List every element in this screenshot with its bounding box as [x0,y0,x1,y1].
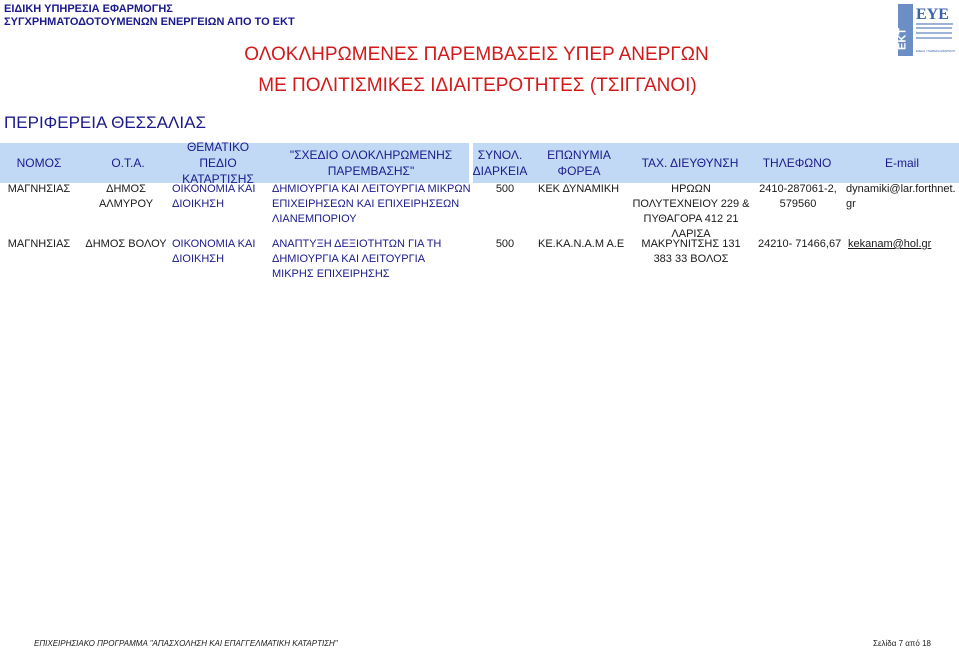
table-row-1-pedio: ΟΙΚΟΝΟΜΙΑ ΚΑΙ ΔΙΟΙΚΗΣΗ [172,183,256,210]
table-row-2-ota: ΔΗΜΟΣ ΒΟΛΟΥ [85,238,167,250]
table-row-2-dieuthynsi: ΜΑΚΡΥΝΙΤΣΗΣ 131 383 33 ΒΟΛΟΣ [641,238,741,265]
col-header-sxedio: "ΣΧΕΔΙΟ ΟΛΟΚΛΗΡΩΜΕΝΗΣ ΠΑΡΕΜΒΑΣΗΣ" [289,148,453,178]
footer-page-number: Σελίδα 7 από 18 [873,639,931,648]
table-row-1-dieuthynsi: ΗΡΩΩΝ ΠΟΛΥΤΕΧΝΕΙΟΥ 229 & ΠΥΘΑΓΟΡΑ 412 21 ΛΑΡΙΣΑ [632,183,750,240]
region-heading: ΠΕΡΙΦΕΡΕΙΑ ΘΕΣΣΑΛΙΑΣ [4,113,206,132]
document-title-line-2: ΜΕ ΠΟΛΙΤΙΣΜΙΚΕΣ ΙΔΙΑΙΤΕΡΟΤΗΤΕΣ (ΤΣΙΓΓΑΝΟΙ) [258,75,697,96]
table-row-2-tilefono: 24210- 71466,67 [758,238,842,250]
col-header-tilefono: ΤΗΛΕΦΩΝΟ [762,156,832,170]
col-header-pedio: ΘΕΜΑΤΙΚΟ ΠΕΔΙΟ ΚΑΤΑΡΤΙΣΗΣ [182,140,254,186]
table-row-1-sxedio: ΔΗΜΙΟΥΡΓΙΑ ΚΑΙ ΛΕΙΤΟΥΡΓΙΑ ΜΙΚΡΩΝ ΕΠΙΧΕΙΡΗΣΕΩΝ ΚΑΙ ΕΠΙΧΕΙΡΗΣΕΩΝ ΛΙΑΝΕΜΠΟΡΙΟΥ [272,183,471,225]
logo-side-text: ΕΚΤ [897,28,909,50]
table-row-2-pedio: ΟΙΚΟΝΟΜΙΑ ΚΑΙ ΔΙΟΙΚΗΣΗ [172,238,256,265]
table-row-1-ota: ΔΗΜΟΣ ΑΛΜΥΡΟΥ [98,183,154,210]
document-title-line-1: ΟΛΟΚΛΗΡΩΜΕΝΕΣ ΠΑΡΕΜΒΑΣΕΙΣ ΥΠΕΡ ΑΝΕΡΓΩΝ [244,44,709,65]
table-row-2-nomos: ΜΑΓΝΗΣΙΑΣ [7,238,71,250]
agency-header [4,3,295,29]
agency-line-1: ΕΙΔΙΚΗ ΥΠΗΡΕΣΙΑ ΕΦΑΡΜΟΓΗΣ [4,3,173,15]
logo-top-text: ΕΥΕ [916,6,949,23]
table-row-1-foreas: ΚΕΚ ΔΥΝΑΜΙΚΗ [538,183,620,195]
table-row-1-email[interactable]: dynamiki@lar.forthnet.gr [846,183,956,210]
table-row-1-nomos: ΜΑΓΝΗΣΙΑΣ [7,183,71,195]
table-row-1-tilefono: 2410-287061-2, 579560 [759,183,837,210]
col-header-foreas: ΕΠΩΝΥΜΙΑ ΦΟΡΕΑ [547,148,611,178]
table-row-2-foreas: ΚΕ.ΚΑ.Ν.Α.Μ Α.Ε [538,238,625,250]
agency-line-2: ΣΥΓΧΡΗΜΑΤΟΔΟΤΟΥΜΕΝΩΝ ΕΝΕΡΓΕΙΩΝ ΑΠΟ ΤΟ ΕΚΤ [4,16,295,28]
table-row-2-email[interactable]: kekanam@hol.gr [848,238,932,250]
col-header-email: E-mail [884,156,919,170]
table-row-1-diarkeia: 500 [495,183,515,195]
col-header-nomos: ΝΟΜΟΣ [16,156,62,170]
table-row-2-sxedio: ΑΝΑΠΤΥΞΗ ΔΕΞΙΟΤΗΤΩΝ ΓΙΑ ΤΗ ΔΗΜΙΟΥΡΓΙΑ ΚΑΙ ΛΕΙΤΟΥΡΓΙΑ ΜΙΚΡΗΣ ΕΠΙΧΕΙΡΗΣΗΣ [272,238,442,280]
footer-program: ΕΠΙΧΕΙΡΗΣΙΑΚΟ ΠΡΟΓΡΑΜΜΑ "ΑΠΑΣΧΟΛΗΣΗ ΚΑΙ ΕΠΑΓΓΕΛΜΑΤΙΚΗ ΚΑΤΑΡΤΙΣΗ" [34,639,338,648]
logo-caption: ΕΙΔΙΚΗ ΥΠΗΡΕΣΙΑ ΕΦΑΡΜΟΓΗΣ [916,49,955,53]
table-row-2-diarkeia: 500 [495,238,515,250]
col-header-ota: Ο.Τ.Α. [111,156,145,170]
col-header-dieuthynsi: ΤΑΧ. ΔΙΕΥΘΥΝΣΗ [641,156,739,170]
col-header-diarkeia: ΣΥΝΟΛ. ΔΙΑΡΚΕΙΑ [472,148,528,178]
